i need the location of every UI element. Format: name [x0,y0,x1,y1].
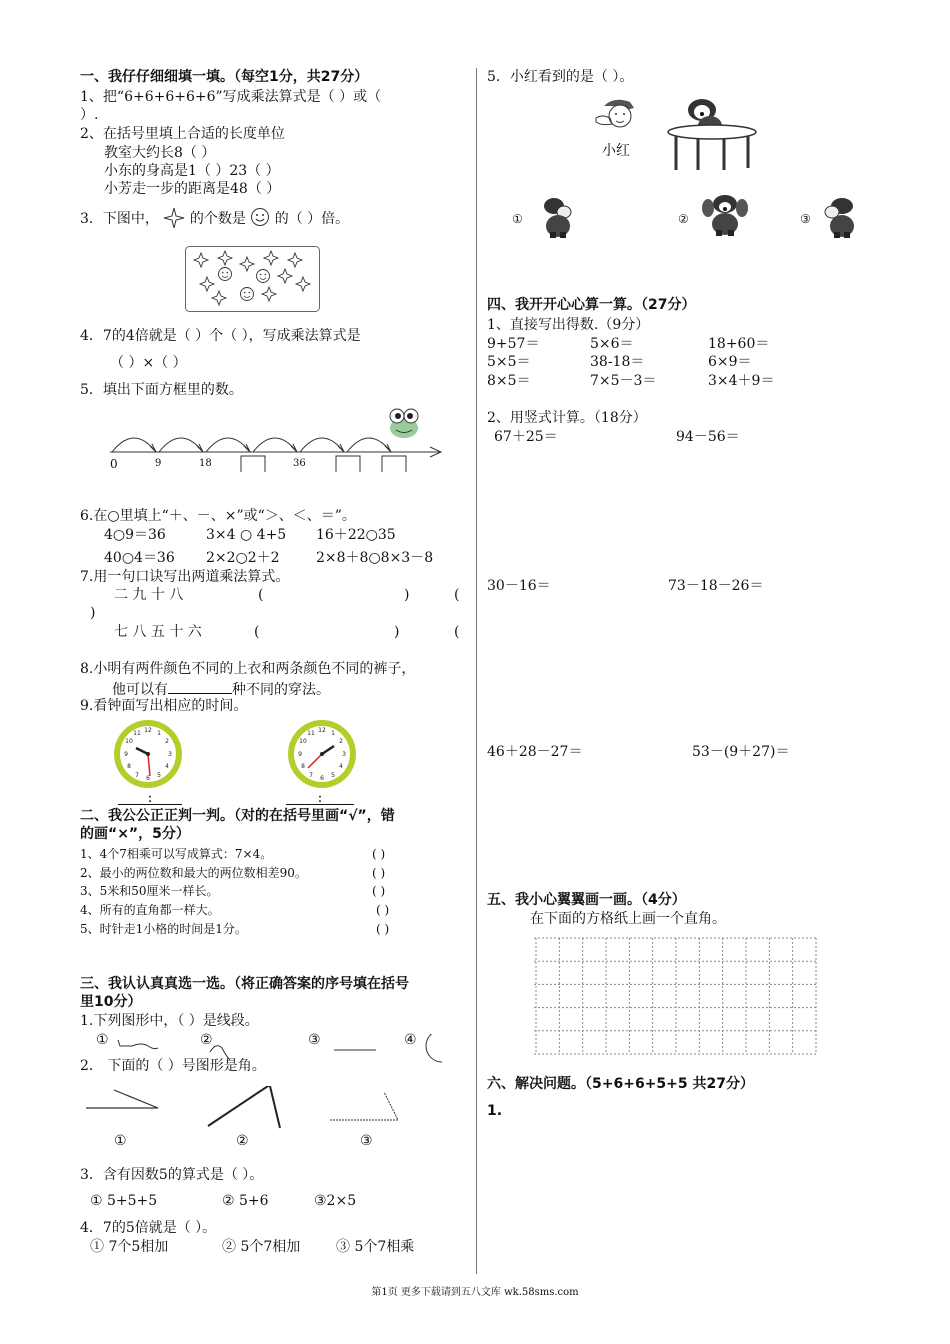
dog-view-1 [540,196,580,238]
section-2-title: 二、我公公正正判一判。（对的在括号里画“√”，错 [80,808,395,824]
judge-answer-2[interactable]: ( ) [372,866,386,880]
vertical-calc-2: 94－56＝ [676,429,740,445]
svg-text:1: 1 [331,730,335,737]
girl-figure [590,96,650,136]
choice-q3-opt2: ② 5+6 [222,1193,269,1209]
smiley-icon [250,207,270,227]
calc-r3-c2: 7×5－3＝ [590,373,657,389]
section-3-title-cont: 里10分） [80,994,142,1010]
numline-label-0: 0 [110,457,118,471]
section-4-title: 四、我开开心心算一算。（27分） [487,297,696,313]
svg-text:11: 11 [307,730,315,737]
q8-line-2 [112,679,330,699]
r-q5-text: 5．小红看到的是（ ）。 [487,69,634,85]
svg-text:5: 5 [331,772,335,779]
q6-item-2: 3×4 ○ 4+5 [206,527,287,543]
choice-q2-opt3: ③ [360,1133,373,1149]
vertical-calc-6: 53－(9＋27)＝ [692,744,790,760]
r-q5-opt1: ① [512,212,523,226]
q6-item-6: 2×8＋8○8×3－8 [316,550,434,566]
svg-text:8: 8 [301,763,305,770]
svg-text:7: 7 [135,772,139,779]
column-divider [476,68,477,1274]
answer-box-3 [382,456,406,472]
svg-text:3: 3 [342,751,346,758]
q7-paren-1d: ) [90,605,96,621]
svg-text:10: 10 [125,738,133,745]
q8-text: 8.小明有两件颜色不同的上衣和两条颜色不同的裤子， [80,661,416,677]
svg-text:12: 12 [144,727,152,734]
grid-paper[interactable] [534,937,818,1055]
figure-angle-1 [86,1090,158,1108]
q7-paren-1c: ( [454,587,460,603]
q4-expression: （ ）×（ ） [110,355,187,371]
svg-text:11: 11 [133,730,141,737]
judge-answer-4[interactable]: ( ) [376,903,390,917]
numline-label-36: 36 [293,458,306,469]
vertical-calc-1: 67＋25＝ [494,429,558,445]
vertical-calc-3: 30－16＝ [487,578,551,594]
choice-q2-figures [84,1086,404,1130]
judge-item-1: 1、4个7相乘可以写成算式：7×4。 [80,847,273,861]
s4-sub1: 1、直接写出得数.（9分） [487,317,650,333]
calc-r1-c2: 5×6＝ [590,336,634,352]
calc-r2-c1: 5×5＝ [487,354,531,370]
calc-r2-c2: 38-18＝ [590,354,645,370]
calc-r1-c1: 9+57＝ [487,336,540,352]
choice-q1-opt4: ④ [404,1032,417,1048]
q7-paren-2b: ) [394,624,400,640]
page-footer: 第1页 更多下载请到五八文库 wk.58sms.com [371,1287,579,1298]
q1-text: 1、把“6+6+6+6+6”写成乘法算式是（ ）或（ [80,89,382,105]
choice-q3-opt3: ③2×5 [314,1193,357,1209]
numline-label-18: 18 [199,458,212,469]
svg-text:2: 2 [165,738,169,745]
clock-2 [286,718,358,790]
frog-icon [390,409,418,438]
q6-item-5: 2×2○2＋2 [206,550,280,566]
choice-q1-opt3: ③ [308,1032,321,1048]
q2-text: 2、在括号里填上合适的长度单位 [80,126,285,142]
vertical-calc-5: 46＋28－27＝ [487,744,583,760]
dog-view-2 [700,194,750,236]
svg-text:7: 7 [309,772,313,779]
svg-text:10: 10 [299,738,307,745]
choice-q2-opt2: ② [236,1133,249,1149]
q2-line-b: 小东的身高是1（ ）23（ ） [104,163,280,179]
svg-text:4: 4 [165,763,169,770]
judge-answer-3[interactable]: ( ) [372,884,386,898]
calc-r3-c3: 3×4＋9＝ [708,373,775,389]
q6-text: 6.在○里填上“＋、－、×”或“＞、＜、＝”。 [80,508,356,524]
figure-arc [426,1034,442,1062]
q2-line-a: 教室大约长8（ ） [104,145,216,161]
svg-text:12: 12 [318,727,326,734]
section-6-title: 六、解决问题。（5+6+6+5+5 共27分） [487,1076,754,1092]
judge-item-2: 2、最小的两位数和最大的两位数相差90。 [80,866,307,880]
clock-1-colon: : [147,790,153,806]
choice-q4-opt2: ② 5个7相加 [222,1239,301,1255]
judge-item-4: 4、所有的直角都一样大。 [80,903,220,917]
judge-item-5: 5、时针走1小格的时间是1分。 [80,922,247,936]
choice-q1: 1.下列图形中，（ ）是线段。 [80,1013,259,1029]
stars-smileys-figure [185,246,320,312]
xiaohong-label: 小红 [602,143,630,159]
calc-r3-c1: 8×5＝ [487,373,531,389]
choice-q1-opt2: ② [200,1032,213,1048]
calc-r1-c3: 18+60＝ [708,336,770,352]
judge-answer-5[interactable]: ( ) [376,922,390,936]
q7-phrase-1: 二 九 十 八 [114,587,184,603]
choice-q3-opt1: ① 5+5+5 [90,1193,158,1209]
choice-q4-opt3: ③ 5个7相乘 [336,1239,415,1255]
clock-2-colon: : [317,790,323,806]
star-icon [163,207,185,229]
q3-mid: 的个数是 [189,211,246,227]
q3-prefix: 3．下图中， [80,211,159,227]
figure-angle-3 [330,1092,398,1120]
choice-q4-opt1: ① 7个5相加 [90,1239,169,1255]
svg-text:8: 8 [127,763,131,770]
clock-2-answer[interactable] [286,792,354,805]
q7-paren-1a: ( [258,587,264,603]
q6-item-1: 4○9＝36 [104,527,166,543]
q3-text [80,207,349,229]
choice-q1-opt1: ① [96,1032,109,1048]
clock-1 [112,718,184,790]
q2-line-c: 小芳走一步的距离是48（ ） [104,181,281,197]
svg-text:4: 4 [339,763,343,770]
r-q5-opt2: ② [678,212,689,226]
clock-1-answer[interactable] [118,792,182,805]
table-with-dog-figure [664,96,760,172]
svg-text:3: 3 [168,751,172,758]
q6-item-3: 16＋22○35 [316,527,396,543]
figure-angle-2 [208,1086,280,1128]
s4-sub2: 2、用竖式计算。（18分） [487,410,647,426]
q6-item-4: 40○4＝36 [104,550,175,566]
q5-text: 5．填出下面方框里的数。 [80,382,243,398]
numline-label-9: 9 [155,458,162,469]
choice-q4: 4．7的5倍就是（ ）。 [80,1220,217,1236]
judge-item-3: 3、5米和50厘米一样长。 [80,884,219,898]
vertical-calc-4: 73－18－26＝ [668,578,764,594]
svg-text:6: 6 [146,775,150,782]
r-q5-opt3: ③ [800,212,811,226]
q7-paren-2c: ( [454,624,460,640]
choice-q2: 2． 下面的（ ）号图形是角。 [80,1058,266,1074]
section-3-title: 三、我认认真真选一选。（将正确答案的序号填在括号 [80,976,409,992]
svg-text:1: 1 [157,730,161,737]
section-5-title: 五、我小心翼翼画一画。（4分） [487,892,686,908]
svg-text:9: 9 [124,751,128,758]
figure-wavy-line [118,1040,158,1049]
answer-box-1 [241,456,265,472]
q7-paren-2a: ( [254,624,260,640]
svg-text:6: 6 [320,775,324,782]
s6-q1: 1. [487,1103,503,1119]
s5-instruction: 在下面的方格纸上画一个直角。 [530,911,726,927]
calc-r2-c3: 6×9＝ [708,354,752,370]
q1-text-cont: ）. [80,107,99,123]
svg-text:9: 9 [298,751,302,758]
section-2-title-cont: 的画“×”，5分） [80,826,190,842]
q4-text: 4．7的4倍就是（ ）个（ ），写成乘法算式是 [80,328,361,344]
svg-text:5: 5 [157,772,161,779]
dog-view-3 [820,196,864,238]
q7-phrase-2: 七 八 五 十 六 [114,624,202,640]
q8-prefix: 他可以有 [112,682,168,698]
choice-q3: 3．含有因数5的算式是（ ）。 [80,1167,264,1183]
q7-text: 7.用一句口诀写出两道乘法算式。 [80,569,290,585]
q3-suffix: 的（ ）倍。 [274,211,350,227]
q9-text: 9.看钟面写出相应的时间。 [80,698,248,714]
choice-q2-opt1: ① [114,1133,127,1149]
svg-text:2: 2 [339,738,343,745]
judge-answer-1[interactable]: ( ) [372,847,386,861]
q7-paren-1b: ) [404,587,410,603]
q8-answer-blank[interactable] [168,679,232,694]
q8-suffix: 种不同的穿法。 [232,682,330,698]
section-1-title: 一、我仔仔细细填一填。（每空1分，共27分） [80,69,369,85]
answer-box-2 [336,456,360,472]
